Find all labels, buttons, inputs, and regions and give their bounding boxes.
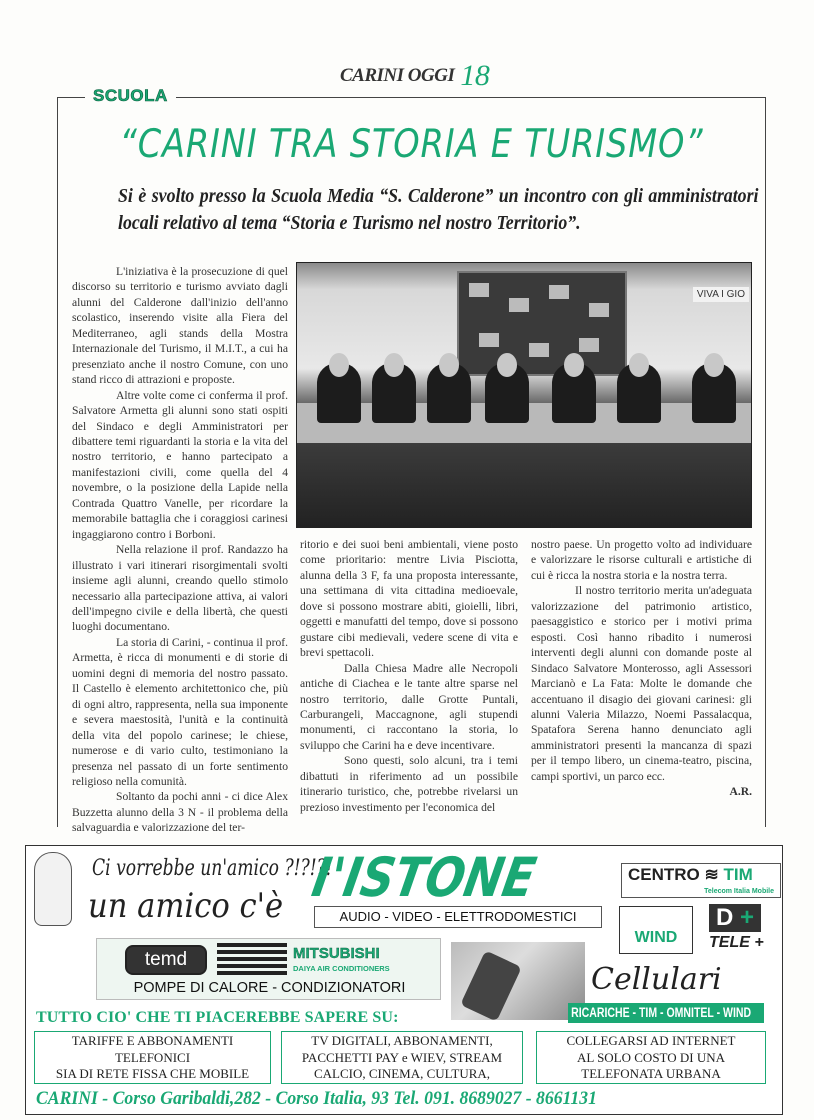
tele-plus-logo: TELE + [709, 934, 764, 951]
shop-address: CARINI - Corso Garibaldi,282 - Corso Italia, 93 Tel. 091. 8689027 - 8661131 [36, 1088, 597, 1109]
section-label: SCUOLA [85, 86, 176, 106]
box-line: SIA DI RETE FISSA CHE MOBILE [55, 1066, 250, 1081]
mitsubishi-sub: DAIYA AIR CONDITIONERS [293, 964, 390, 973]
mitsubishi-name: MITSUBISHI [293, 945, 380, 962]
box-line: TELEFONICI [114, 1049, 191, 1065]
info-box-telephone [34, 1031, 271, 1084]
ricariche-bar [568, 1003, 764, 1023]
climate-subtitle: POMPE DI CALORE - CONDIZIONATORI [133, 980, 406, 996]
info-box-internet [536, 1031, 766, 1084]
tim-sub: Telecom Italia Mobile [704, 888, 774, 895]
advertisement [25, 845, 783, 1115]
paragraph: Altre volte come ci conferma il prof. Salvatore Armetta gli alunni sono stati ospiti del Sindaco e degli Amministratori per dibattere temi riguardanti la storia e la vita del nostro territorio, e hanno partecipato a manifestazioni civili, come quella del 4 novembre, o la posizione della Lapide nella Contrada Quattro Vanelle, per ricordare la memorabile battaglia che i coraggiosi carinesi ingaggiarono contro i Borboni. [72, 388, 288, 541]
mitsubishi-logo-icon [217, 943, 287, 975]
masthead-name: CARINI OGGI [340, 65, 455, 86]
wind-logo: WIND [619, 906, 693, 954]
paragraph: Soltanto da pochi anni - ci dice Alex Buzzetta alunno della 3 N - il problema della salvaguardia e valorizzazione del ter- [72, 790, 288, 835]
paragraph: Dalla Chiesa Madre alle Necropoli antiche di Ciachea e le tante altre sparse nel nostro territorio, dalle Grotte Puntali, Carburangeli, Maccagnone, agli stupendi monumenti, ci raccontano la storia, lo sviluppo che Carini ha e deve incentivare. [300, 661, 518, 752]
dplus-d: D [715, 904, 734, 931]
page-number: 18 [460, 59, 490, 92]
article-title: “CARINI TRA STORIA E TURISMO” [119, 122, 704, 167]
temd-logo: temd [125, 945, 207, 975]
article-column-3 [531, 537, 752, 800]
article-photo [296, 262, 752, 528]
mobile-phone-image [451, 942, 585, 1020]
paragraph: L'iniziativa è la prosecuzione di quel discorso su territorio e turismo avviato dagli alunni del Calderone dall'inizio dell'anno scolastico, inserendo visite alla Fiera del Mediterraneo, agli stands della Mostra Internazionale del Turismo, il M.I.T., a cui ha presenziato anche il nostro Comune, con uno stand ricco di attrazioni e proposte. [72, 265, 288, 387]
masthead-logo [340, 58, 489, 94]
article-column-1 [72, 264, 288, 836]
info-heading: TUTTO CIO' CHE TI PIACEREBBE SAPERE SU: [36, 1009, 399, 1026]
tim-left: CENTRO [628, 865, 700, 884]
paragraph: Sono questi, solo alcuni, tra i temi dibattuti in riferimento ad un possibile itinerario turistico, che, potrebbe rivelarsi un prezioso investimento per l'economica del [300, 754, 518, 814]
cellulari-heading: Cellulari [591, 962, 722, 997]
box-line: PACCHETTI PAY e WIEV, STREAM [301, 1049, 503, 1065]
box-line: AL SOLO COSTO DI UNA [576, 1049, 726, 1065]
info-box-tv [281, 1031, 523, 1084]
ad-slogan-1: Ci vorrebbe un'amico ?!?!?! [92, 856, 333, 881]
paragraph: Il nostro territorio merita un'adeguata valorizzazione del patrimonio artistico, paesaggistico e storico per i motivi prima esposti. Così hanno ribadito i numerosi interventi degli alunni con domande poste al Sindaco Salvatore Monterosso, agli Assessori Marcianò e La Fata: Molte le domande che accentuano il disagio dei giovani carinesi: gli alunni Valeria Milazzo, Noemi Passalacqua, Spatafora Serena hanno denunciato agli amministratori presenti la mancanza di spazi per il tempo libero, un cinema-teatro, piscina, campi sportivi, un parco ecc. [531, 584, 752, 783]
box-line: COLLEGARSI AD INTERNET [566, 1033, 736, 1048]
brand-logo: I'ISTONE [307, 846, 541, 909]
article-subtitle: Si è svolto presso la Scuola Media “S. Calderone” un incontro con gli amministratori locali relativo al tema “Storia e Turismo nel nostro Territorio”. [118, 186, 759, 234]
paragraph: nostro paese. Un progetto volto ad individuare e valorizzare le risorse culturali e artistiche di cui è ricca la nostra storia e la nostra terra. [531, 538, 752, 582]
photo-bulletin-board [457, 271, 627, 376]
tim-right: TIM [723, 865, 753, 884]
dplus-plus: + [740, 904, 755, 931]
ad-slogan-2: un amico c'è [88, 886, 284, 926]
box-line: TELEFONATA URBANA [581, 1066, 721, 1081]
centro-tim-logo: CENTRO ≋ TIM Telecom Italia Mobile [621, 863, 781, 898]
box-line: TV DIGITALI, ABBONAMENTI, [311, 1033, 493, 1048]
article-column-2 [300, 537, 518, 815]
brand-subtitle: AUDIO - VIDEO - ELETTRODOMESTICI [314, 906, 602, 928]
caricature-image [34, 852, 72, 926]
paragraph: La storia di Carini, - continua il prof. Armetta, è ricca di monumenti e di storie di uomini degni di memoria del nostro passato. Il Castello è elemento architettonico che, più di ogni altro, rappresenta, nella sua imponente e severa maestosità, l'unità e la continuità della vita del popolo carinese; le chiese, numerose e di vario culto, testimoniano la presenza nel passato di un forte sentimento religioso nella comunità. [72, 635, 288, 788]
author-signature: A.R. [729, 785, 752, 799]
dplus-logo [709, 904, 761, 932]
climate-ad [96, 938, 441, 1000]
paragraph: ritorio e dei suoi beni ambientali, viene posto come prioritario: mentre Livia Pisciotta, alunna della 3 F, fa una proposta interessante, una settimana di vita cittadina medioevale, dove si possono mostrare abiti, gioielli, libri, oggetti e manufatti del tempo, dove si possono gustare cibi medievali, vedere scene di vita e brevi spettacoli. [300, 538, 518, 660]
paragraph: Nella relazione il prof. Randazzo ha illustrato i vari itinerari risorgimentali svolti insieme agli alunni, creando quello stimolo necessario alla partecipazione attiva, ai valori dell'impegno civile e della libertà, che questi luoghi documentano. [72, 543, 288, 634]
box-line: TARIFFE E ABBONAMENTI [71, 1033, 234, 1048]
ricariche-text: RICARICHE - TIM - OMNITEL - WIND [571, 1005, 752, 1020]
box-line: CALCIO, CINEMA, CULTURA, [313, 1066, 491, 1081]
photo-banner: VIVA I GIO [693, 287, 749, 302]
